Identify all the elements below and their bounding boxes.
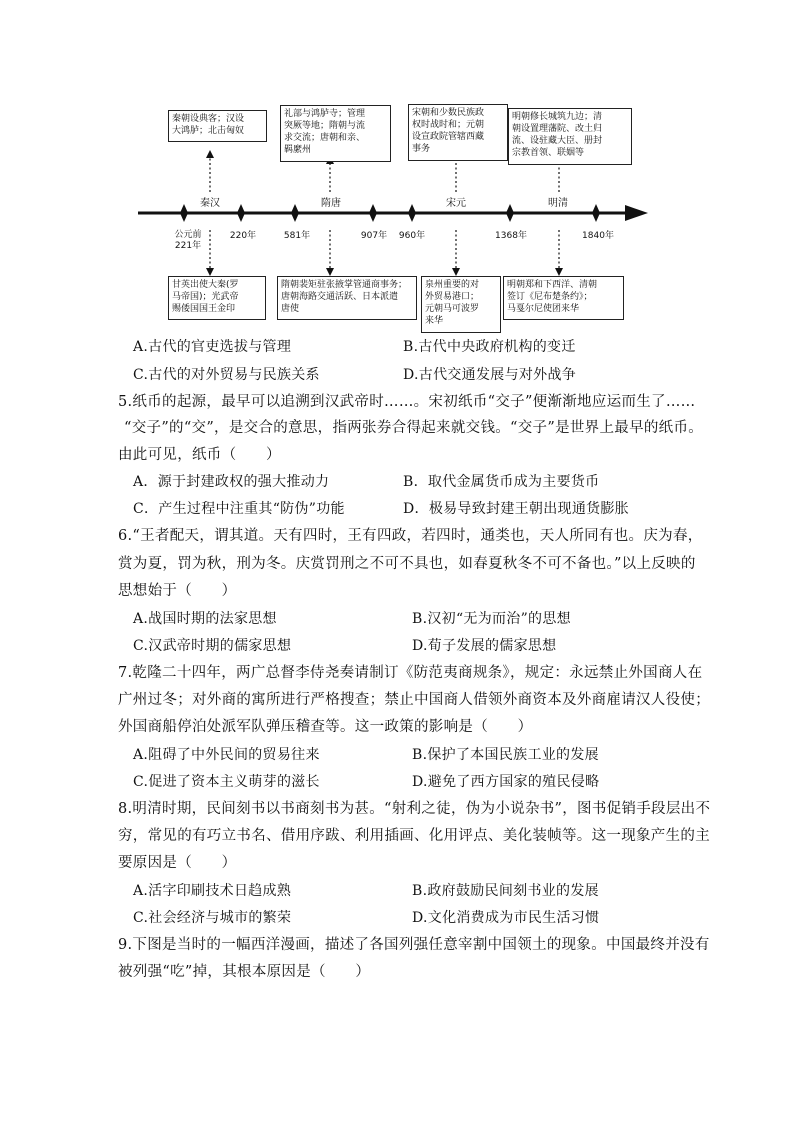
q7-stem-line-1: 7.乾隆二十四年，两广总督李侍尧奏请制订《防范夷商规条》，规定：永远禁止外国商人在 [118,665,703,681]
q7-option-b: B.保护了本国民族工业的发展 [412,747,599,763]
q4-option-b: B.古代中央政府机构的变迁 [403,339,576,355]
q9-stem-line-2: 被列强“吃”掉，其根本原因是（ ） [118,964,371,980]
period-label-qinhan: 秦汉 [200,198,220,209]
bottom-box-mingqing: 明朝郑和下西洋、清朝 签订《尼布楚条约》； 马戛尔尼使团来华 [503,276,624,320]
tick-1368 [506,204,514,222]
q5-stem-line-2: “交子”的“交”，是交合的意思，指两张券合得起来就交钱。“交子”是世界上最早的纸币。 [124,420,704,436]
q7-stem-line-2: 广州过冬；对外商的寓所进行严格搜查；禁止中国商人借领外商资本及外商雇请汉人役使； [118,692,710,708]
q6-option-c: C.汉武帝时期的儒家思想 [133,638,292,654]
timeline-figure [130,80,660,326]
bottom-box-qinhan: 甘英出使大秦(罗 马帝国)；光武帝 赐倭国国王金印 [168,276,266,320]
tick-581 [291,204,299,222]
q6-option-d: D.荀子发展的儒家思想 [412,638,557,654]
top-box-songyuan: 宋朝和少数民族政 权时战时和；元朝 设宣政院管辖西藏 事务 [408,104,508,161]
q6-stem-line-2: 赏为夏，罚为秋，刑为冬。庆赏罚刑之不可不具也，如春夏秋冬不可不备也。”以上反映的 [118,556,696,572]
q7-option-a: A.阻碍了中外民间的贸易往来 [133,747,320,763]
q5-option-c: C．产生过程中注重其“防伪”功能 [133,501,345,517]
q5-stem-line-1: 5.纸币的起源，最早可以追溯到汉武帝时……。宋初纸币“交子”便渐渐地应运而生了…… [118,394,696,410]
year-1368: 1368年 [495,231,527,241]
q9-stem-line-1: 9.下图是当时的一幅西洋漫画，描述了各国列强任意宰割中国领土的现象。中国最终并没有 [118,937,710,953]
tick-960 [408,204,416,222]
period-label-mingqing: 明清 [548,198,568,209]
top-box-suitang: 礼部与鸿胪寺；管理 突厥等地；隋朝与流 求交流；唐朝和亲、 羁縻州 [280,105,391,162]
q6-option-b: B.汉初“无为而治”的思想 [412,611,571,627]
q5-option-b: B．取代金属货币成为主要货币 [403,474,600,490]
year-960: 960年 [398,231,426,241]
tick-907 [369,204,377,222]
q7-option-c: C.促进了资本主义萌芽的滋长 [133,774,320,790]
q8-stem-line-3: 要原因是（ ） [118,855,237,871]
year-221bc: 公元前 221年 [174,230,202,251]
top-box-mingqing: 明朝修长城筑九边；清 朝设置理藩院、改土归 流、设驻藏大臣、册封 宗教首领、联姻等 [508,108,632,165]
q4-option-a: A.古代的官吏选拔与管理 [133,339,292,355]
period-label-songyuan: 宋元 [446,198,466,209]
bottom-box-suitang: 隋朝裴矩驻张掖掌管通商事务； 唐朝海路交通活跃、日本派遣 唐使 [277,276,417,320]
year-220: 220年 [229,231,257,241]
timeline-arrow-head [625,205,648,221]
q8-option-a: A.活字印刷技术日趋成熟 [133,883,292,899]
q7-option-d: D.避免了西方国家的殖民侵略 [412,774,600,790]
q5-option-a: A．源于封建政权的强大推动力 [133,474,330,490]
connector-arrows-down [206,268,563,276]
tick-220 [237,204,245,222]
tick-1840 [592,204,600,222]
q8-stem-line-1: 8.明清时期，民间刻书以书商刻书为甚。“射利之徒，伪为小说杂书”，图书促销手段层出不 [118,801,711,817]
q8-option-d: D.文化消费成为市民生活习惯 [412,910,600,926]
bottom-box-songyuan: 泉州重要的对 外贸易港口； 元朝马可波罗 来华 [421,276,501,333]
top-box-qinhan: 秦朝设典客；汉设 大鸿胪；北击匈奴 [168,110,267,142]
q8-option-c: C.社会经济与城市的繁荣 [133,910,292,926]
q8-option-b: B.政府鼓励民间刻书业的发展 [412,883,599,899]
q7-stem-line-3: 外国商船停泊处派军队弹压稽查等。这一政策的影响是（ ） [118,719,533,735]
q6-option-a: A.战国时期的法家思想 [133,611,277,627]
year-581: 581年 [283,231,311,241]
period-label-suitang: 隋唐 [321,198,341,209]
q6-stem-line-1: 6.“王者配天，谓其道。天有四时，王有四政，若四时，通类也，天人所同有也。庆为春， [118,528,703,544]
q4-option-c: C.古代的对外贸易与民族关系 [133,367,320,383]
tick-221bc [180,204,188,222]
q5-stem-line-3: 由此可见，纸币（ ） [118,447,281,463]
q5-option-d: D．极易导致封建王朝出现通货膨胀 [403,501,630,517]
year-1840: 1840年 [582,231,614,241]
year-907: 907年 [360,231,388,241]
q8-stem-line-2: 穷，常见的有巧立书名、借用序跋、利用插画、化用评点、美化装帧等。这一现象产生的主 [118,828,710,844]
q6-stem-line-3: 思想始于（ ） [118,583,237,599]
q4-option-d: D.古代交通发展与对外战争 [403,367,577,383]
